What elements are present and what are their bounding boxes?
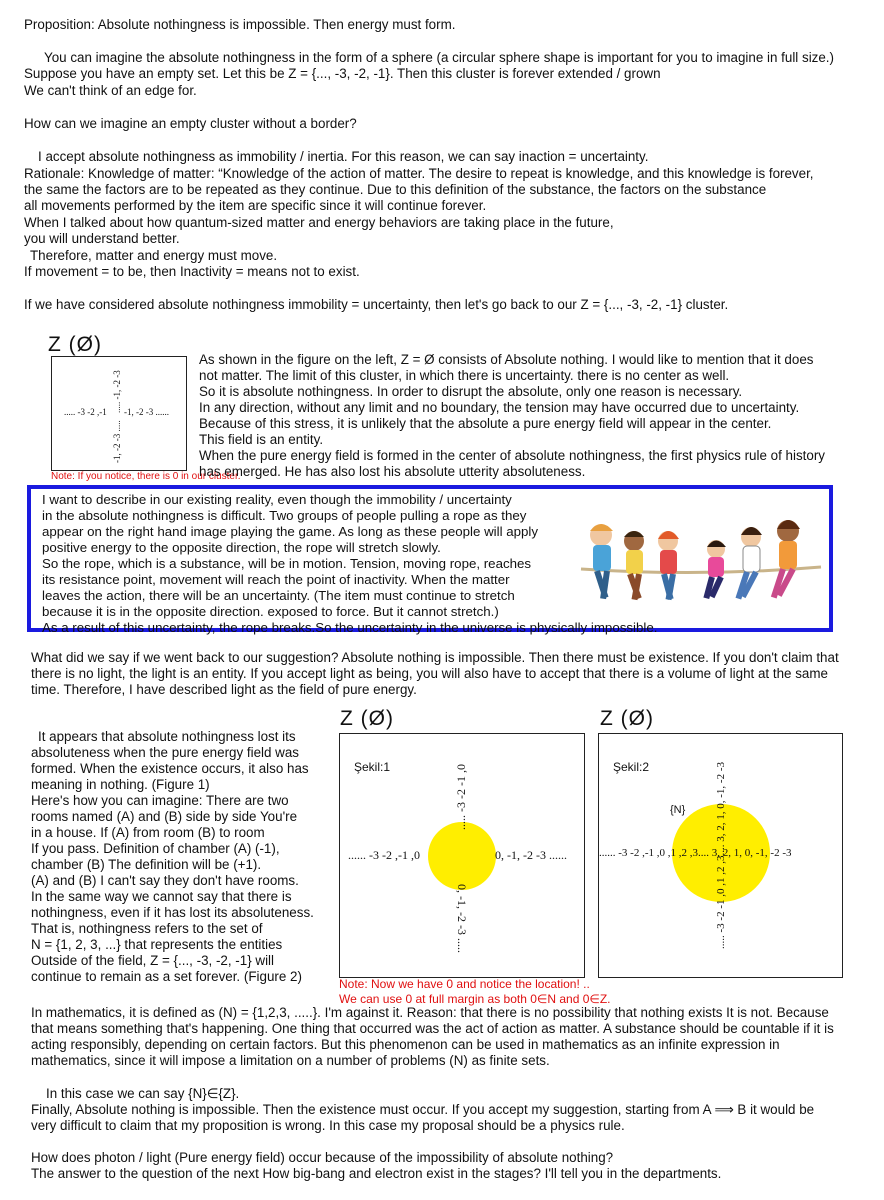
intro-line: Suppose you have an empty set. Let this be Z = {..., -3, -2, -1}. Then this cluster is forever extended / grown (24, 66, 661, 81)
end-line: Finally, Absolute nothing is impossible. Then the existence must occur. If you accept my suggestion, starting from A ⟹ B it would be (31, 1102, 815, 1117)
left-col-line: In the same way we cannot say that there is (31, 889, 292, 904)
left-col-line: Outside of the field, Z = {..., -3, -2, -1} will (31, 953, 274, 968)
left-col-line: Here's how you can imagine: There are two (31, 793, 289, 808)
callout-line: positive energy to the opposite direction, the rope will stretch slowly. (42, 540, 441, 555)
callout-line: because it is in the opposite direction. exposed to force. But it cannot stretch.) (42, 604, 499, 619)
fig0-text-line: has emerged. He has also lost his absolute utterity absoluteness. (199, 464, 586, 479)
fig2-title: Z (Ø) (600, 707, 654, 730)
fig0-text-line: So it is absolute nothingness. In order to disrupt the absolute, only one reason is necessary. (199, 384, 743, 399)
mid-line: there is no light, the light is an entity. If you accept light as being, you will also have to accept that there is a volume of light at the same (31, 666, 828, 681)
mid-line: What did we say if we went back to our suggestion? Absolute nothing is impossible. Then there must be existence. If you don't claim that (31, 650, 839, 665)
end-line: The answer to the question of the next How big-bang and electron exist in the stages? I'll tell you in the departments. (31, 1166, 722, 1181)
left-col-line: meaning in nothing. (Figure 1) (31, 777, 210, 792)
left-col-line: absoluteness when the pure energy field was (31, 745, 299, 760)
fig0-text-line: Because of this stress, it is unlikely that the absolute a pure energy field will appear in the center. (199, 416, 772, 431)
n-set-label: {N} (670, 804, 686, 816)
end-line: acting responsibly, depending on certain factors. But this phenomenon can be used in mathematics as an infinite expression in (31, 1037, 780, 1052)
fig2-label: Şekil:2 (613, 760, 650, 774)
left-col-line: continue to remain as a set forever. (Figure 2) (31, 969, 302, 984)
end-line: mathematics, since it will impose a limitation on a number of problems (N) as finite sets. (31, 1053, 550, 1068)
end-line: How does photon / light (Pure energy field) occur because of the impossibility of absolute nothing? (31, 1150, 614, 1165)
intro-line: When I talked about how quantum-sized matter and energy behaviors are taking place in the future, (24, 215, 614, 230)
fig0-box (51, 356, 187, 471)
intro-line: you will understand better. (24, 231, 180, 246)
callout-line: in the absolute nothingness is difficult. Two groups of people pulling a rope as they (42, 508, 527, 523)
left-col-line: formed. When the existence occurs, it also has (31, 761, 309, 776)
left-col-line: If you pass. Definition of chamber (A) (-1), (31, 841, 280, 856)
mid-line: time. Therefore, I have described light as the field of pure energy. (31, 682, 417, 697)
fig1-axis-top: ..... -3 -2 -1 ,0 (454, 764, 468, 830)
intro-question: How can we imagine an empty cluster without a border? (24, 116, 357, 131)
fig0-axis-left: ..... -3 -2 ,-1 (64, 407, 107, 417)
fig0-note: Note: If you notice, there is 0 in our cluster. (51, 471, 241, 482)
left-col-line: chamber (B) The definition will be (+1). (31, 857, 262, 872)
intro-line: We can't think of an edge for. (24, 83, 197, 98)
fig0-text-line: This field is an entity. (199, 432, 324, 447)
end-line: very difficult to claim that my proposition is wrong. In this case my proposal should be a physics rule. (31, 1118, 625, 1133)
fig1-label: Şekil:1 (354, 760, 391, 774)
intro-line: If we have considered absolute nothingness immobility = uncertainty, then let's go back to our Z = {..., -3, -2, -1} cluster. (24, 297, 729, 312)
fig0-text-line: When the pure energy field is formed in the center of absolute nothingness, the first physics rule of history (199, 448, 825, 463)
left-col-line: N = {1, 2, 3, ...} that represents the entities (31, 937, 283, 952)
left-col-line: It appears that absolute nothingness lost its (38, 729, 296, 744)
energy-field-circle (428, 822, 496, 890)
callout-line: I want to describe in our existing reality, even though the immobility / uncertainty (42, 492, 512, 507)
fig0-axis-bottom: -1, -2 -3 ..... (112, 420, 122, 463)
callout-line: As a result of this uncertainty, the rope breaks.So the uncertainty in the universe is physically impossible. (42, 620, 658, 635)
intro-line: If movement = to be, then Inactivity = means not to exist. (24, 264, 360, 279)
left-col-line: rooms named (A) and (B) side by side You're (31, 809, 298, 824)
end-line: In this case we can say {N}∈{Z}. (46, 1086, 240, 1101)
intro-line: I accept absolute nothingness as immobility / inertia. For this reason, we can say inaction = uncertainty. (38, 149, 649, 164)
left-col-line: (A) and (B) I can't say they don't have rooms. (31, 873, 299, 888)
fig2-axis-vertical: ..... -3 -2 -1 ,0 ,1 ,2 ,3.... 3, 2, 1, 0, -1, -2 -3 (715, 762, 727, 950)
fig1-title: Z (Ø) (340, 707, 394, 730)
callout-line: So the rope, which is a substance, will be in motion. Tension, moving rope, reaches (42, 556, 532, 571)
fig-note-line: Note: Now we have 0 and notice the location! .. (339, 977, 590, 991)
fig0-axis-right: -1, -2 -3 ...... (124, 407, 169, 417)
intro-line: the same the factors are to be repeated as they continue. Due to this definition of the substance, the factors on the substance (24, 182, 767, 197)
tug-of-war-illustration (576, 501, 826, 619)
fig0-axis-top: ..... -1, -2 -3 (112, 370, 122, 413)
fig1-axis-right: 0, -1, -2 -3 ...... (495, 848, 567, 862)
callout-line: its resistance point, movement will reach the point of inactivity. When the matter (42, 572, 510, 587)
intro-line: Rationale: Knowledge of matter: “Knowledge of the action of matter. The desire to repeat is knowledge, and this knowledge is forever, (24, 166, 814, 181)
fig0-text-line: not matter. The limit of this cluster, in which there is uncertainty. there is no center as well. (199, 368, 730, 383)
fig0-text-line: As shown in the figure on the left, Z = Ø consists of Absolute nothing. I would like to mention that it does (199, 352, 814, 367)
fig1-axis-bottom: 0, -1, -2 -3 ..... (455, 884, 469, 953)
left-col-line: nothingness, even if it has lost its absoluteness. (31, 905, 314, 920)
fig1-box (339, 733, 585, 978)
callout-line: leaves the action, there will be an uncertainty. (The item must continue to stretch (42, 588, 515, 603)
fig0-title: Z (Ø) (48, 333, 102, 356)
left-col-line: in a house. If (A) from room (B) to room (31, 825, 265, 840)
proposition-line: Proposition: Absolute nothingness is impossible. Then energy must form. (24, 17, 456, 32)
callout-line: appear on the right hand image playing the game. As long as these people will apply (42, 524, 539, 539)
fig-note-line: We can use 0 at full margin as both 0∈N and 0∈Z. (339, 992, 611, 1006)
fig2-axis-horizontal: ...... -3 -2 ,-1 ,0 ,1 ,2 ,3.... 3, 2, 1, 0, -1, -2 -3 (599, 847, 792, 859)
intro-line: You can imagine the absolute nothingness in the form of a sphere (a circular sphere shape is important for you to imagine in full size.) (44, 50, 834, 65)
tug-of-war-callout (27, 485, 833, 635)
end-line: In mathematics, it is defined as (N) = {1,2,3, .....}. I'm against it. Reason: that there is no possibility that nothing exists It is not. Because (31, 1005, 829, 1020)
fig1-axis-left: ...... -3 -2 ,-1 ,0 (348, 848, 420, 862)
intro-line: Therefore, matter and energy must move. (30, 248, 278, 263)
fig-note (339, 977, 611, 1007)
fig2-box (598, 733, 843, 978)
end-line: that means something that's happening. One thing that occurred was the act of action as matter. A substance should be countable if it is (31, 1021, 834, 1036)
left-col-line: That is, nothingness refers to the set of (31, 921, 263, 936)
fig0-text-line: In any direction, without any limit and no boundary, the tension may have occurred due to uncertainty. (199, 400, 800, 415)
intro-line: all movements performed by the item are specific since it will continue forever. (24, 198, 487, 213)
